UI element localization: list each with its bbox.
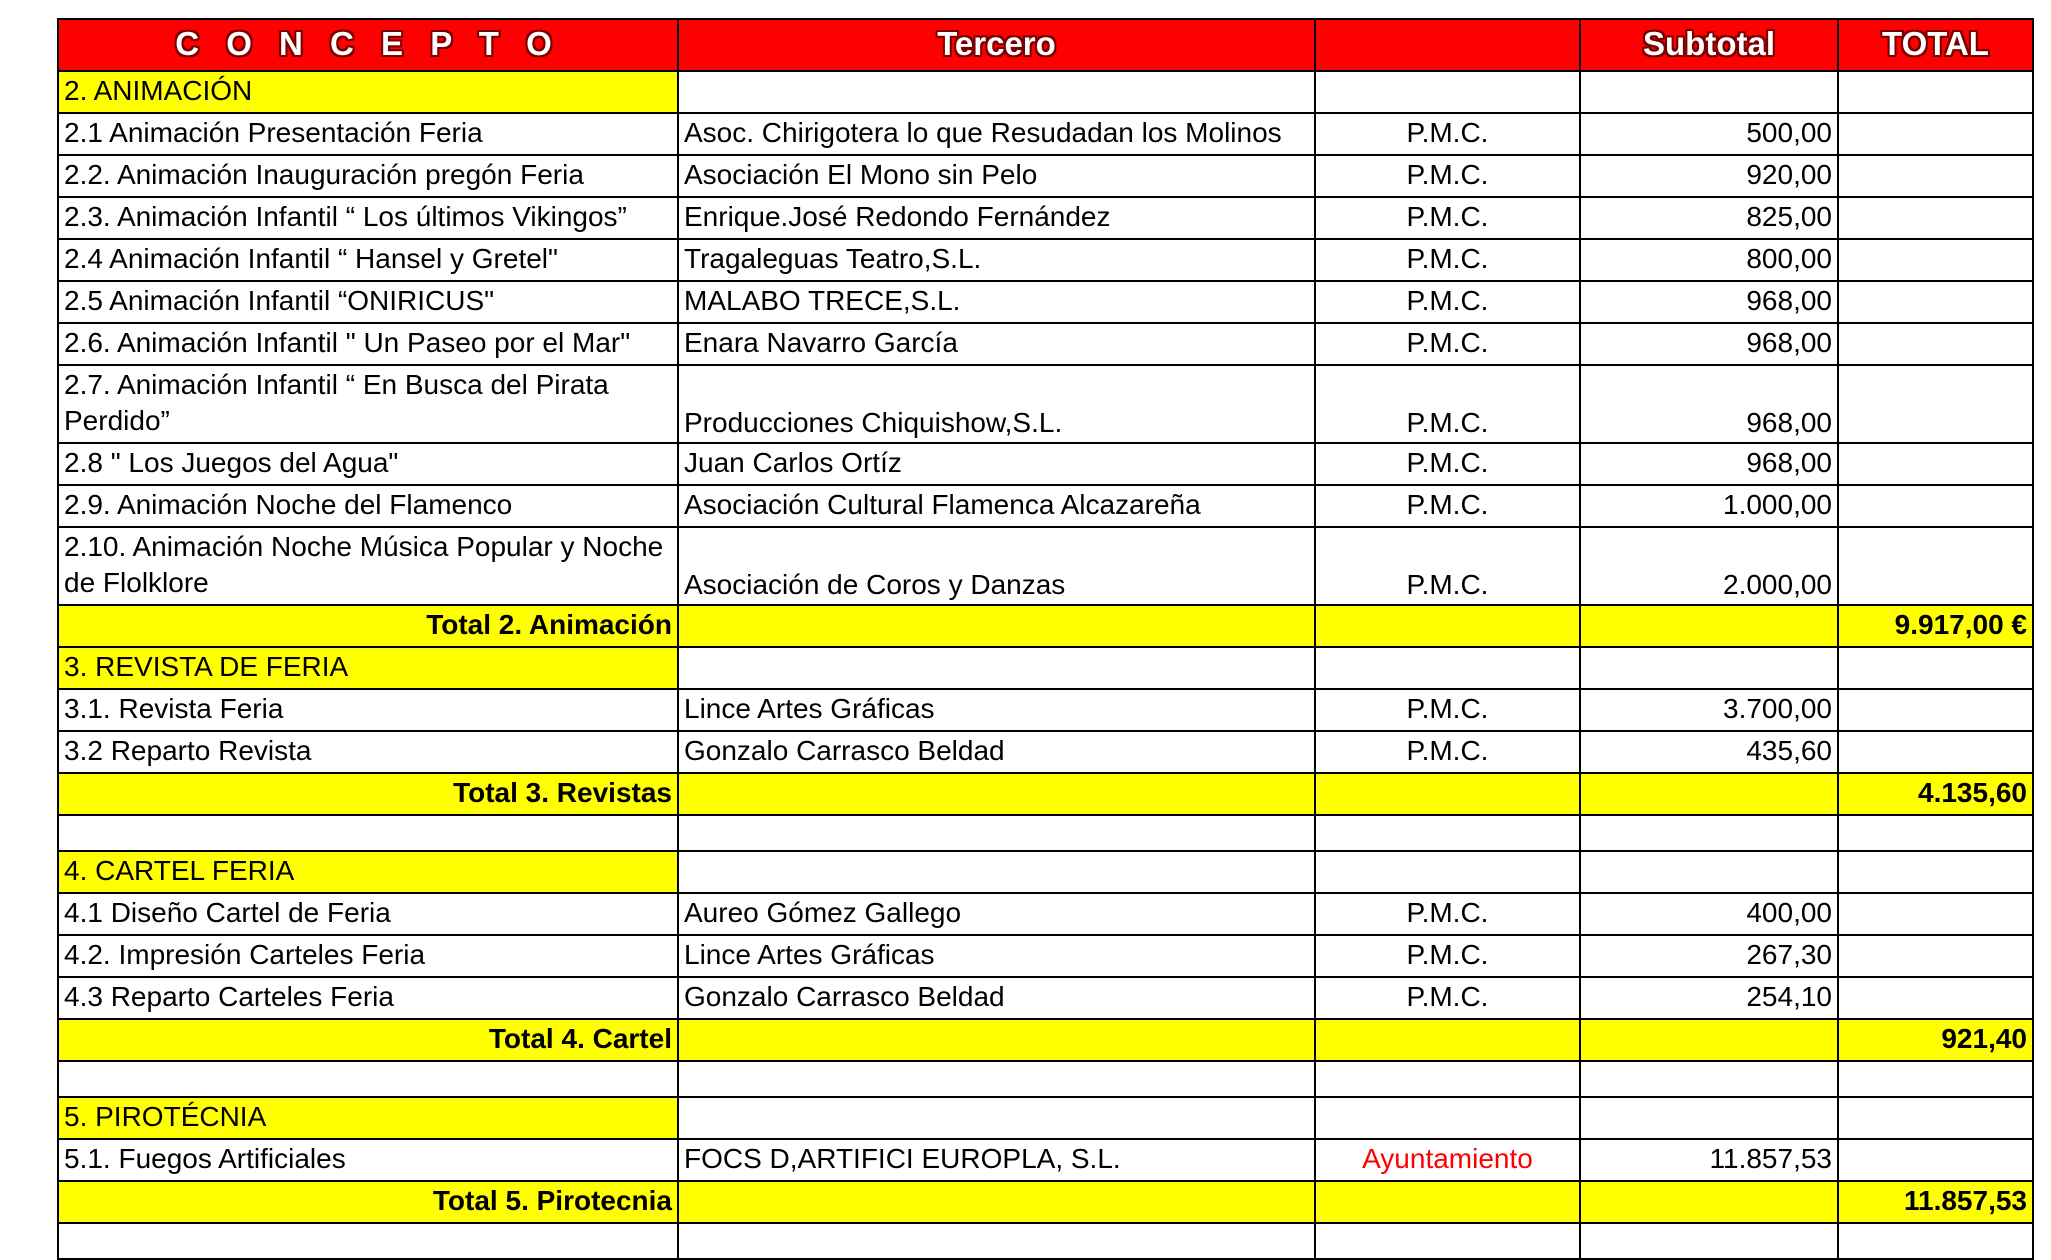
total-cell[interactable] [1838,1223,2033,1259]
pago-cell[interactable]: P.M.C. [1315,365,1580,443]
concepto-cell[interactable]: 2.8 " Los Juegos del Agua" [58,443,678,485]
concepto-cell[interactable]: 2.10. Animación Noche Música Popular y Noche de Flolklore [58,527,678,605]
pago-cell[interactable] [1315,605,1580,647]
spreadsheet-area [57,18,2032,1260]
table-row [58,239,2033,281]
total-cell[interactable] [1838,485,2033,527]
concepto-cell[interactable] [58,1223,678,1259]
pago-cell[interactable]: P.M.C. [1315,893,1580,935]
tercero-cell[interactable]: Asociación Cultural Flamenca Alcazareña [678,485,1315,527]
total-cell[interactable] [1838,155,2033,197]
table-row [58,485,2033,527]
total-cell[interactable] [1838,323,2033,365]
concepto-cell[interactable]: 3.2 Reparto Revista [58,731,678,773]
subtotal-cell[interactable] [1580,1181,1838,1223]
total-label-cell[interactable]: Total 3. Revistas [58,773,678,815]
total-cell[interactable] [1838,935,2033,977]
total-cell[interactable] [1838,731,2033,773]
column-header-subtotal: Subtotal [1580,19,1838,71]
tercero-cell[interactable]: Enara Navarro García [678,323,1315,365]
table-row [58,731,2033,773]
tercero-cell[interactable] [678,647,1315,689]
subtotal-cell[interactable] [1580,1097,1838,1139]
pago-cell[interactable] [1315,71,1580,113]
tercero-cell[interactable]: MALABO TRECE,S.L. [678,281,1315,323]
table-row [58,893,2033,935]
pago-cell[interactable]: P.M.C. [1315,689,1580,731]
tercero-cell[interactable]: Aureo Gómez Gallego [678,893,1315,935]
section-row [58,851,2033,893]
total-value-cell[interactable]: 921,40 [1838,1019,2033,1061]
pago-cell[interactable]: P.M.C. [1315,731,1580,773]
pago-cell[interactable]: P.M.C. [1315,155,1580,197]
total-row [58,1019,2033,1061]
table-row [58,1139,2033,1181]
subtotal-cell[interactable] [1580,71,1838,113]
pago-cell[interactable]: P.M.C. [1315,281,1580,323]
total-label-cell[interactable]: Total 4. Cartel [58,1019,678,1061]
total-cell[interactable] [1838,71,2033,113]
total-row [58,1181,2033,1223]
tercero-cell[interactable] [678,1097,1315,1139]
pago-cell[interactable]: P.M.C. [1315,935,1580,977]
subtotal-cell[interactable]: 254,10 [1580,977,1838,1019]
subtotal-cell[interactable]: 267,30 [1580,935,1838,977]
tercero-cell[interactable]: FOCS D,ARTIFICI EUROPLA, S.L. [678,1139,1315,1181]
concepto-cell[interactable]: 2.1 Animación Presentación Feria [58,113,678,155]
subtotal-cell[interactable]: 435,60 [1580,731,1838,773]
pago-cell[interactable]: P.M.C. [1315,239,1580,281]
total-cell[interactable] [1838,365,2033,443]
pago-cell[interactable] [1315,647,1580,689]
total-cell[interactable] [1838,443,2033,485]
tercero-cell[interactable]: Gonzalo Carrasco Beldad [678,731,1315,773]
table-row [58,155,2033,197]
tercero-cell[interactable] [678,851,1315,893]
total-cell[interactable] [1838,893,2033,935]
subtotal-cell[interactable] [1580,1061,1838,1097]
tercero-cell[interactable]: Tragaleguas Teatro,S.L. [678,239,1315,281]
total-cell[interactable] [1838,851,2033,893]
subtotal-cell[interactable]: 968,00 [1580,281,1838,323]
tercero-cell[interactable] [678,815,1315,851]
section-row [58,647,2033,689]
tercero-cell[interactable] [678,1181,1315,1223]
total-row [58,773,2033,815]
tercero-cell[interactable] [678,71,1315,113]
subtotal-cell[interactable]: 968,00 [1580,443,1838,485]
tercero-cell[interactable]: Juan Carlos Ortíz [678,443,1315,485]
column-header-pago [1315,19,1580,71]
subtotal-cell[interactable]: 2.000,00 [1580,527,1838,605]
tercero-cell[interactable] [678,1061,1315,1097]
subtotal-cell[interactable] [1580,605,1838,647]
total-cell[interactable] [1838,1139,2033,1181]
total-cell[interactable] [1838,977,2033,1019]
subtotal-cell[interactable]: 400,00 [1580,893,1838,935]
total-cell[interactable] [1838,1097,2033,1139]
table-row [58,323,2033,365]
subtotal-cell[interactable] [1580,851,1838,893]
subtotal-cell[interactable]: 800,00 [1580,239,1838,281]
tercero-cell[interactable]: Asoc. Chirigotera lo que Resudadan los Molinos [678,113,1315,155]
concepto-cell[interactable]: 2.6. Animación Infantil " Un Paseo por el Mar" [58,323,678,365]
pago-cell[interactable] [1315,773,1580,815]
tercero-cell[interactable] [678,1223,1315,1259]
tercero-cell[interactable]: Enrique.José Redondo Fernández [678,197,1315,239]
total-value-cell[interactable]: 11.857,53 [1838,1181,2033,1223]
tercero-cell[interactable]: Asociación de Coros y Danzas [678,527,1315,605]
pago-cell[interactable] [1315,1061,1580,1097]
section-title-cell[interactable]: 4. CARTEL FERIA [58,851,678,893]
subtotal-cell[interactable]: 968,00 [1580,323,1838,365]
pago-cell[interactable] [1315,815,1580,851]
pago-cell[interactable]: P.M.C. [1315,527,1580,605]
concepto-cell[interactable] [58,1061,678,1097]
tercero-cell[interactable]: Gonzalo Carrasco Beldad [678,977,1315,1019]
table-row [58,527,2033,605]
concepto-cell[interactable]: 2.3. Animación Infantil “ Los últimos Vikingos” [58,197,678,239]
table-row [58,689,2033,731]
total-cell[interactable] [1838,281,2033,323]
section-title-cell[interactable]: 2. ANIMACIÓN [58,71,678,113]
total-cell[interactable] [1838,815,2033,851]
total-row [58,605,2033,647]
column-header-total: TOTAL [1838,19,2033,71]
total-cell[interactable] [1838,1061,2033,1097]
total-cell[interactable] [1838,197,2033,239]
pago-cell[interactable]: P.M.C. [1315,443,1580,485]
subtotal-cell[interactable] [1580,1019,1838,1061]
section-row [58,71,2033,113]
subtotal-cell[interactable] [1580,1223,1838,1259]
blank-row [58,1223,2033,1259]
table-body [58,71,2033,1259]
tercero-cell[interactable] [678,773,1315,815]
concepto-cell[interactable]: 4.1 Diseño Cartel de Feria [58,893,678,935]
section-title-cell[interactable]: 3. REVISTA DE FERIA [58,647,678,689]
header-row [58,19,2033,71]
table-row [58,281,2033,323]
total-cell[interactable] [1838,113,2033,155]
subtotal-cell[interactable]: 1.000,00 [1580,485,1838,527]
concepto-cell[interactable]: 3.1. Revista Feria [58,689,678,731]
total-label-cell[interactable]: Total 2. Animación [58,605,678,647]
concepto-cell[interactable]: 2.7. Animación Infantil “ En Busca del Pirata Perdido” [58,365,678,443]
pago-cell[interactable]: P.M.C. [1315,485,1580,527]
concepto-cell[interactable]: 2.4 Animación Infantil “ Hansel y Gretel" [58,239,678,281]
pago-cell[interactable] [1315,1019,1580,1061]
blank-row [58,815,2033,851]
concepto-cell[interactable]: 5.1. Fuegos Artificiales [58,1139,678,1181]
tercero-cell[interactable] [678,1019,1315,1061]
subtotal-cell[interactable] [1580,773,1838,815]
total-cell[interactable] [1838,527,2033,605]
pago-cell[interactable] [1315,1223,1580,1259]
concepto-cell[interactable]: 4.2. Impresión Carteles Feria [58,935,678,977]
tercero-cell[interactable]: Lince Artes Gráficas [678,689,1315,731]
section-row [58,1097,2033,1139]
subtotal-cell[interactable] [1580,647,1838,689]
total-cell[interactable] [1838,689,2033,731]
pago-cell[interactable] [1315,851,1580,893]
concepto-cell[interactable]: 2.9. Animación Noche del Flamenco [58,485,678,527]
budget-table [57,18,2034,1260]
column-header-concepto: C O N C E P T O [58,19,678,71]
subtotal-cell[interactable] [1580,815,1838,851]
total-value-cell[interactable]: 9.917,00 € [1838,605,2033,647]
subtotal-cell[interactable]: 11.857,53 [1580,1139,1838,1181]
table-row [58,197,2033,239]
table-row [58,977,2033,1019]
subtotal-cell[interactable]: 968,00 [1580,365,1838,443]
total-cell[interactable] [1838,647,2033,689]
table-row [58,443,2033,485]
table-header [58,19,2033,71]
subtotal-cell[interactable]: 500,00 [1580,113,1838,155]
tercero-cell[interactable]: Asociación El Mono sin Pelo [678,155,1315,197]
tercero-cell[interactable] [678,605,1315,647]
tercero-cell[interactable]: Producciones Chiquishow,S.L. [678,365,1315,443]
total-value-cell[interactable]: 4.135,60 [1838,773,2033,815]
table-row [58,365,2033,443]
concepto-cell[interactable]: 2.2. Animación Inauguración pregón Feria [58,155,678,197]
table-row [58,113,2033,155]
pago-cell[interactable]: P.M.C. [1315,113,1580,155]
blank-row [58,1061,2033,1097]
subtotal-cell[interactable]: 920,00 [1580,155,1838,197]
column-header-tercero: Tercero [678,19,1315,71]
concepto-cell[interactable]: 4.3 Reparto Carteles Feria [58,977,678,1019]
total-cell[interactable] [1838,239,2033,281]
pago-cell[interactable]: Ayuntamiento [1315,1139,1580,1181]
concepto-cell[interactable]: 2.5 Animación Infantil “ONIRICUS" [58,281,678,323]
total-label-cell[interactable]: Total 5. Pirotecnia [58,1181,678,1223]
pago-cell[interactable]: P.M.C. [1315,977,1580,1019]
pago-cell[interactable]: P.M.C. [1315,197,1580,239]
pago-cell[interactable] [1315,1181,1580,1223]
concepto-cell[interactable] [58,815,678,851]
tercero-cell[interactable]: Lince Artes Gráficas [678,935,1315,977]
pago-cell[interactable]: P.M.C. [1315,323,1580,365]
subtotal-cell[interactable]: 825,00 [1580,197,1838,239]
pago-cell[interactable] [1315,1097,1580,1139]
table-row [58,935,2033,977]
section-title-cell[interactable]: 5. PIROTÉCNIA [58,1097,678,1139]
subtotal-cell[interactable]: 3.700,00 [1580,689,1838,731]
